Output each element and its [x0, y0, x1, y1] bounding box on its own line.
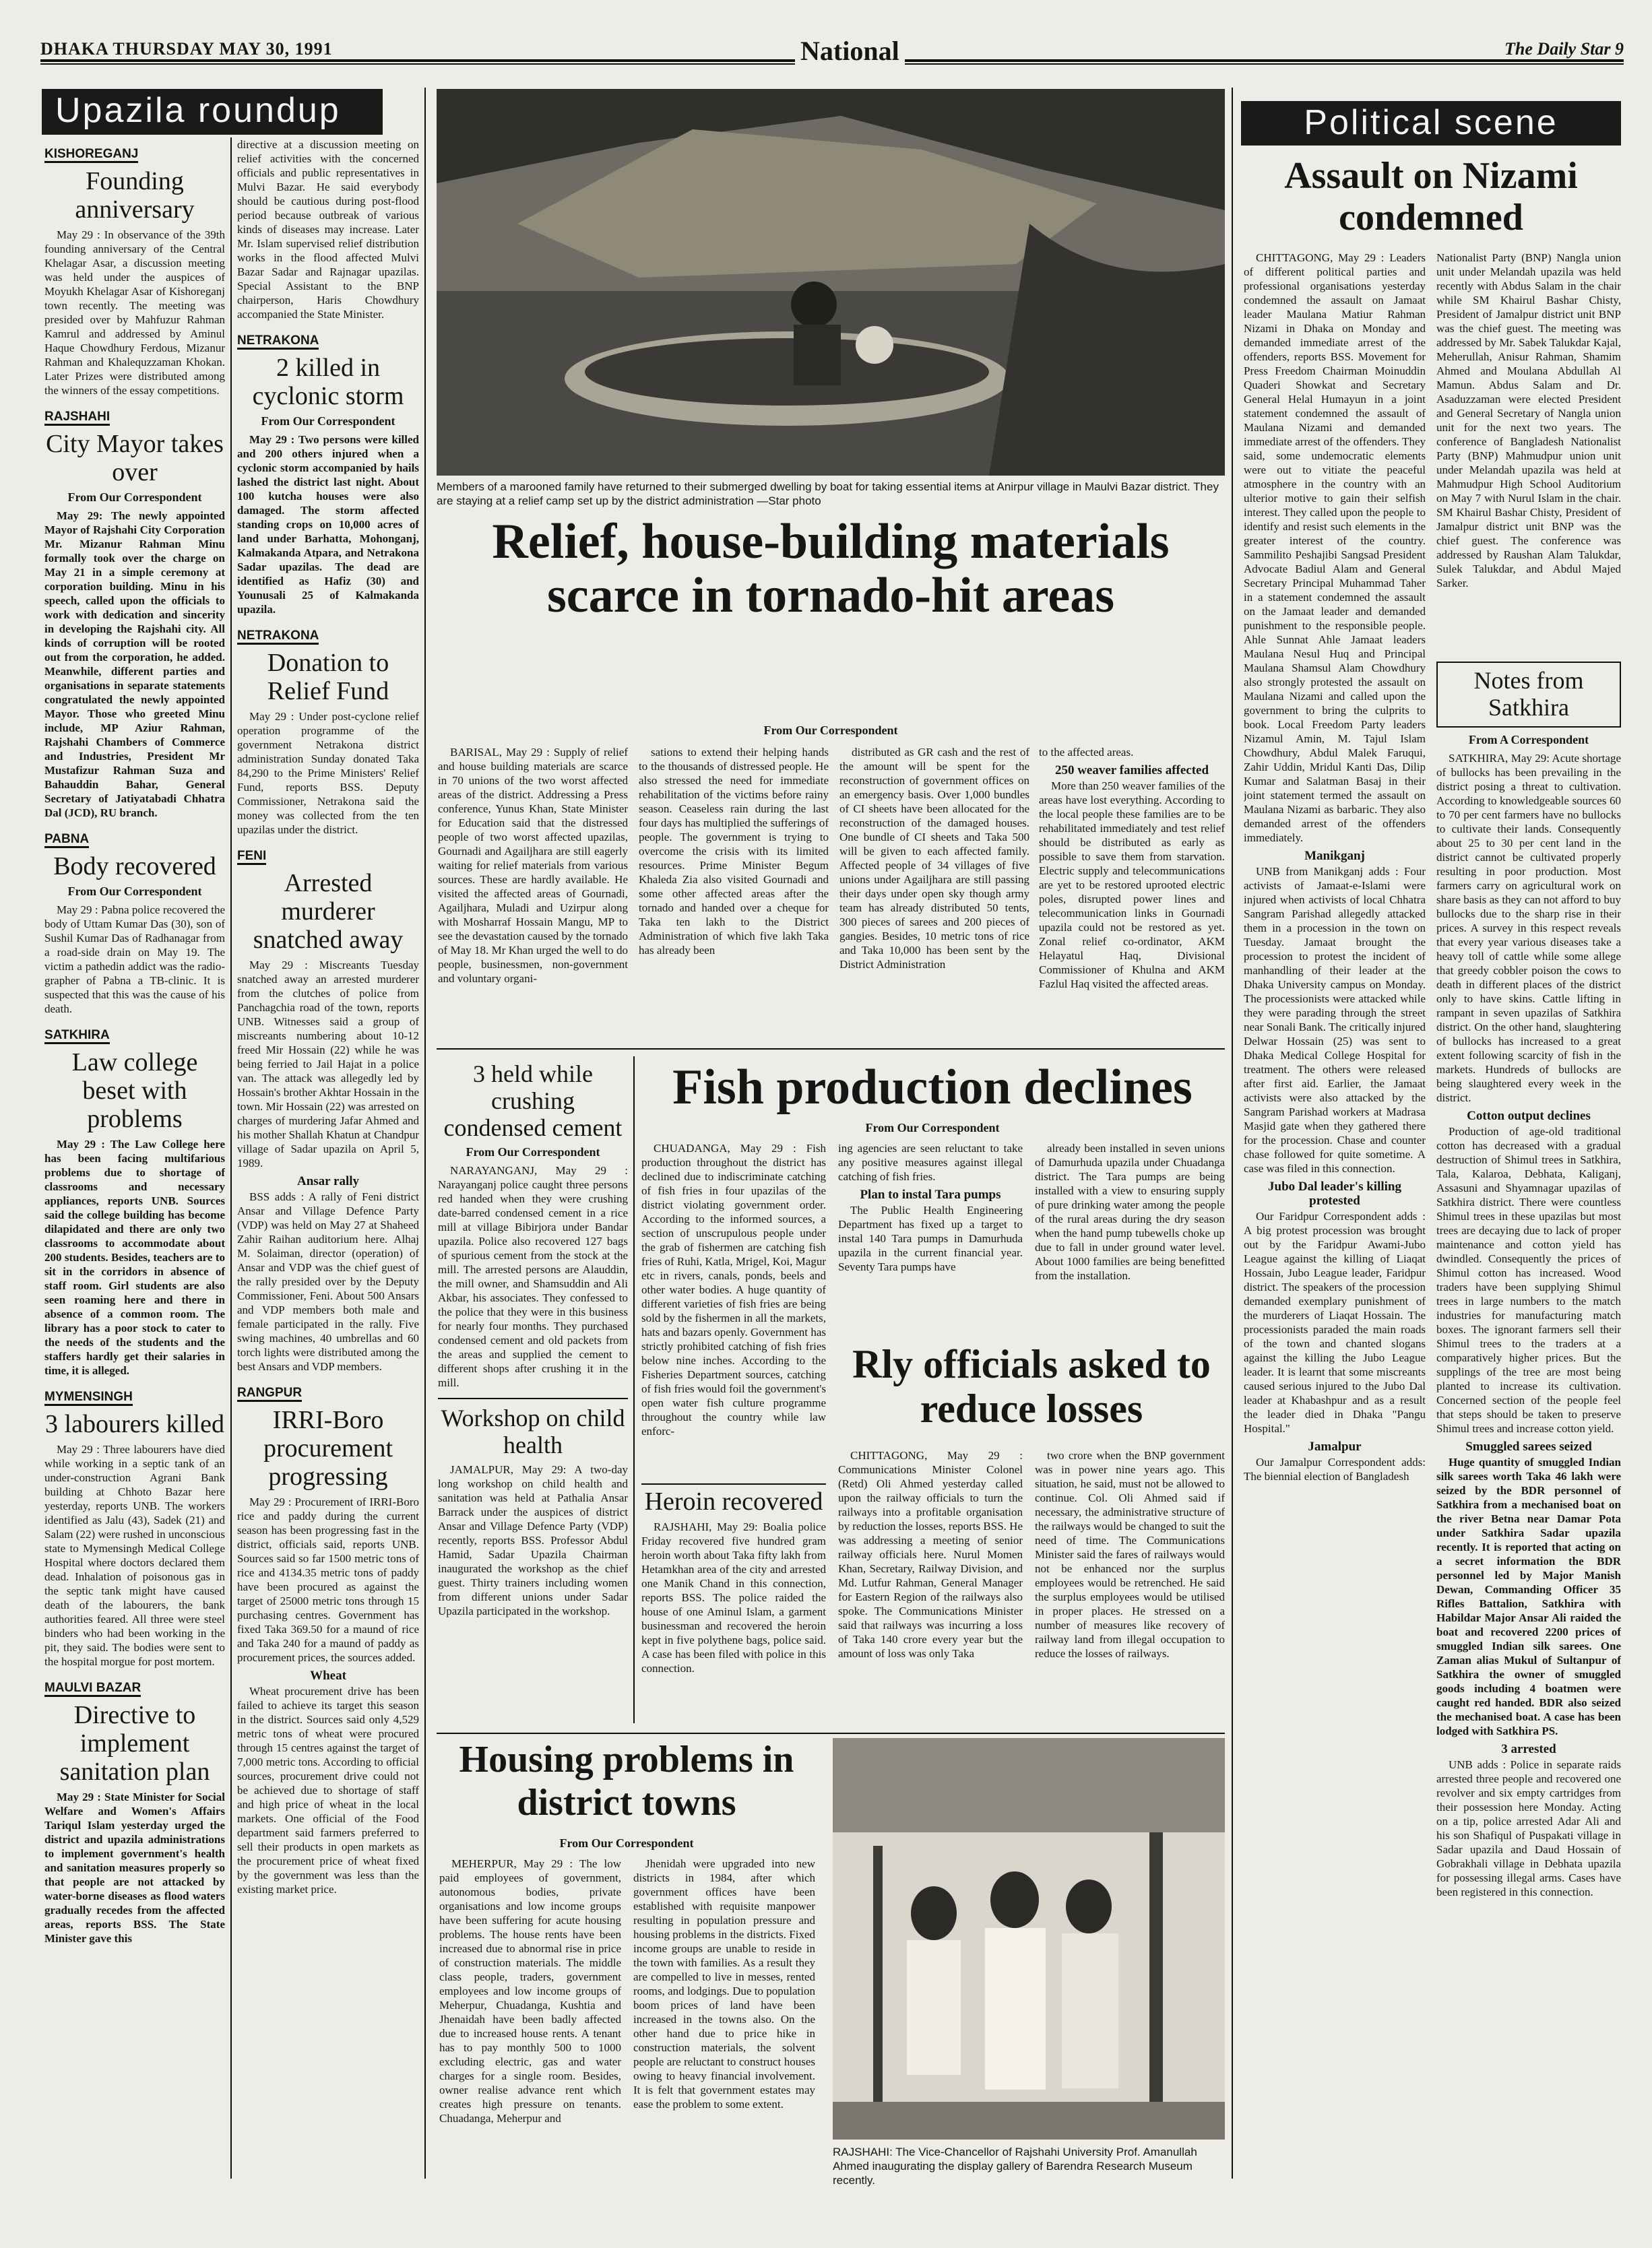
subheading: Cotton output declines [1467, 1109, 1591, 1123]
column-rule [633, 1056, 635, 1723]
article-body: RAJSHAHI, May 29: Boalia police Friday recovered five hundred gram heroin worth about Taka fifty lakh from Hetamkhan area of the city and arrested one Manik Chand in this connection, reports BSS. The police raided the house of one Aminul Islam, a garment businessman and recovered the heroin kept in five polythene bags, police said. A case has been filed with police in this connection. [641, 1520, 826, 1675]
headline: Directive to implement sanitation plan [59, 1701, 210, 1786]
masthead [40, 35, 1624, 66]
heroin-article [641, 1479, 826, 1729]
subheading: Jubo Dal leader's killing protested [1268, 1180, 1401, 1208]
article-body: sations to extend their helping hands to the thousands of distressed people. He also stressed the need for immediate rehabilitation of the victims before rainy season. Ceaseless rain during the last four days has multiplied the sufferings of people. The government is trying to overcome the crisis with its limited resources. Prime Minister Begum Khaleda Zia also visited Gournadi and some other affected areas after the tornado and handed over a cheque for Taka ten lakh to the District Administration of which five lakh Taka has already been [639, 746, 829, 957]
byline: From Our Correspondent [261, 414, 395, 428]
subheading: 250 weaver families affected [1054, 763, 1209, 777]
headline: Law college beset with problems [71, 1048, 198, 1133]
article-body: Production of age-old traditional cotton has decreased with a gradual destruction of Shimul trees in Satkhira, Tala, Kalaroa, Debhata, Kaliganj, Assasuni and Shyamnagar upazilas of Satkhira district. There were countless Shimul trees in these upazilas but most trees are decaying due to lack of proper maintenance and cotton yield has dwindled. Consequently the prices of Shimul cotton has increased. Wood traders have been supplying Shimul trees in large numbers to the match industries for manufacturing match boxes. The ignorant farmers sell their Shimul trees to the traders at a comparatively higher prices. But the supplings of the tree are most being planted to increase its cultivation. Concerned section of the people feel that steps should be taken to preserve Shimul trees and increase cotton yield. [1436, 1125, 1621, 1435]
article-body: directive at a discussion meeting on relief activities with the concerned officials and public representatives in Mulvi Bazar. He said everybody should be cautious during post-flood period because outbreak of various kinds of diseases may increase. Later Mr. Islam supervised relief distribution works in the flood affected Mulvi Bazar Sadar and Rajnagar upazilas. Special Assistant to the BNP chairperson, Haris Chowdhury accompanied the State Minister. [237, 138, 419, 321]
article-body: May 29 : Under post-cyclone relief operation programme of the government Netrakona district administration Sunday donated Taka 84,290 to the Prime Ministers' Relief Fund, reports BSS. Deputy Commissioner, Netrakona said the money was collected from the ten upazilas under the district. [237, 710, 419, 836]
headline: Relief, house-building materials scarce in tornado-hit areas [492, 514, 1170, 623]
article-body: UNB adds : Police in separate raids arrested three people and recovered one revolver and six empty cartridges from their possession here Monday. Acting on a tip, police arrested Adar Ali and his son Shafiqul of Puspakati village in Sadar upazila and Daud Hossain of Gobrakhali village in Debhata upazila for possessing illegal arms. Cases have been registered in this connection. [1436, 1758, 1621, 1898]
relief-col-4 [1039, 745, 1225, 1044]
article-body: May 29 : Procurement of IRRI-Boro rice and paddy during the current season has been progressing fast in the district, officials said, reports UNB. Sources said so far 1500 metric tons of rice and 4134.35 metric tons of paddy have been procured as against the target of 25000 metric tons through 15 purchasing centres. Government has fixed Taka 369.50 for a maund of rice and Taka 240 for a maund of paddy as procurement prices, the sources added. [237, 1496, 419, 1664]
article-body: CHITTAGONG, May 29 : Communications Minister Colonel (Retd) Oli Ahmed yesterday called upon the railway officials to turn the railways into a profitable organisation by reduction the losses, reports BSS. He was addressing a meeting of senior railway officials here. Nurul Momen Khan, Secretary, Railway Division, and Md. Lutfur Rahman, General Manager for Eastern Region of the railways also spoke. The Communications Minister said that railways was incurring a loss of Taka 140 crore every year but the amount of loss was only Taka [838, 1449, 1023, 1660]
satkhira-notes-col [1436, 733, 1621, 2179]
column-rule [424, 88, 426, 2179]
byline: From Our Correspondent [559, 1836, 694, 1850]
location-tag: RAJSHAHI [44, 410, 110, 426]
article-body: May 29 : Two persons were killed and 200 others injured when a cyclonic storm accompanied by hails lashed the district last night. About 100 kutcha houses were also damaged. The storm affected standing crops on 10,000 acres of land under Barhatta, Mohonganj, Kalmakanda Atpara, and Netrakona Sadar upazilas. The dead are identified as Hafiz (30) and Younusali 25 of Kalmakanda upazila. [237, 433, 419, 616]
article-body: MEHERPUR, May 29 : The low paid employees of government, autonomous bodies, private organisations and low income groups have been suffering for acute housing problems. The house rents have been increased due to abnormal rise in price of construction materials. The middle class people, traders, government employees and low income groups of Meherpur, Chuadanga, Kushtia and Jhenaidah have been badly affected due to increased house rents. A tenant has to pay monthly 500 to 1000 excluding electric, gas and water charges for a single room. Besides, owner realise advance rent which creates high pressure on tenants. Chuadanga, Meherpur and [439, 1857, 621, 2125]
dateline: DHAKA THURSDAY MAY 30, 1991 [40, 39, 333, 59]
headline: Donation to Relief Fund [267, 649, 389, 705]
article-body: JAMALPUR, May 29: A two-day long workshop on child health and sanitation was held at Pathalia Ansar Barrack under the auspices of district Ansar and Village Defence Party (VDP) recently, reports BSS. Professor Abdul Hamid, Sadar Upazila Chairman inaugurated the workshop as the chief guest. Thirty trainers including women from different unions under Sadar Upazila participated in the workshop. [438, 1463, 628, 1617]
column-rule [230, 137, 232, 2179]
nizami-col-1 [1244, 251, 1426, 2179]
location-tag: MAULVI BAZAR [44, 1681, 141, 1697]
article-body: Nationalist Party (BNP) Nangla union unit under Melandah upazila was held recently with Abdus Salam in the chair while SM Khairul Bashar Chisty, President of Jamalpur district unit BNP was the chief guest. The meeting was addressed by Mr. Sabek Talukdar Kajal, Meherullah, Anisur Rahman, Shamim Ahmed and Moulana Abdullah Al Mamun. Abdus Salam and Dr. Asaduzzaman were elected President and General Secretary of Nangla union unit for the next two years. The conference of Bangladesh Nationalist Party (BNP) Mahmudpur union unit under Melandah upazila was held at Mahmudpur High School Auditorium on May 7 with Nurul Islam in the chair. SM Khairul Bashar Chisty, President of Jamalpur district unit BNP was the chief guest. The conference was addressed by Raushan Alam Talukdar, Sulek Talukdar, and Abdul Majed Sarker. [1436, 251, 1621, 589]
location-tag: KISHOREGANJ [44, 147, 138, 163]
section-rule [437, 1733, 1225, 1734]
location-tag: FENI [237, 849, 266, 865]
article-body: ing agencies are seen reluctant to take any positive measures against illegal catching of fish fries. [838, 1142, 1023, 1183]
column-rule [1232, 88, 1233, 2179]
column-1 [44, 137, 225, 2179]
article-body: BSS adds : A rally of Feni district Ansar and Village Defence Party (VDP) was held on May 27 at Shaheed Zahir Raihan auditorium here. Alhaj M. Solaiman, director (operation) of Ansar and VDP was the chief guest of the rally presided over by the Deputy Commissioner, Feni. About 500 Ansars and VDP members both male and female participated in the rally. Five swing machines, 40 umbrellas and 60 torch lights were distributed among the best Ansars and VDP members. [237, 1190, 419, 1373]
article-body: Our Jamalpur Correspondent adds: The biennial election of Bangladesh [1244, 1456, 1426, 1483]
subheading: Manikganj [1304, 849, 1365, 863]
article-body: distributed as GR cash and the rest of the amount will be spent for the reconstruction of government offices on an emergency basis. Over 1,000 bundles of CI sheets have been allocated for the reconstruction of the damaged houses. One bundle of CI sheets and Taka 500 will be given to each affected family. Affected people of 34 villages of five unions under Agailjhara are still passing their days under open sky though army team has already distributed 50 tents, 300 pieces of sarees and 200 pieces of gangies. Besides, 10 metric tons of rice and Taka 10,000 has been sent by the District Administration [839, 746, 1029, 971]
political-scene-banner: Political scene [1241, 101, 1621, 146]
article-body: More than 250 weaver families of the areas have lost everything. According to the local people these families are to be rehabilitated immediately and test relief should be distributed as early as possible to save them from starvation. Electric supply and telecommunications are yet to be restored uprooted electric poles, disrupted power lines and telecommunication links in Gournadi upazila could not be restored as yet. Zonal relief co-ordinator, AKM Helayatul Haq, Divisional Commissioner of Khulna and AKM Fazlul Haq visited the affected areas. [1039, 779, 1225, 990]
article-body: May 29 : Three labourers have died while working in a septic tank of an under-construction Agrani Bank building at Chhoto Bazar here yesterday, reports UNB. The workers identified as Jalu (43), Sadek (21) and Salam (22) were rushed in unconscious state to Mymensingh Medical College Hospital where doctors declared them dead. Inhalation of poisonous gas in the septic tank might have caused death of the labourers, the bank authorities feared. All three were steel binders who had been working in the pit, they said. The bodies were sent to the hospital morgue for post mortem. [44, 1443, 225, 1668]
headline: Body recovered [53, 852, 216, 880]
location-tag: NETRAKONA [237, 333, 319, 350]
fish-col-2 [838, 1141, 1023, 1337]
headline: Fish production declines [672, 1060, 1193, 1115]
article-body: Wheat procurement drive has been failed to achieve its target this season in the district. Sources said only 4,529 metric tons of wheat were procured through 15 centres against the target of 7,000 metric tons. According to official sources, procurement drive could not be achieved due to shortage of staff and high price of wheat in the local markets. One official of the Food department said farmers preferred to sell their products in open markets as the procurement price of wheat fixed by the government was less than the existing market price. [237, 1685, 419, 1896]
byline: From Our Correspondent [67, 490, 202, 504]
fish-col-1 [641, 1141, 826, 1475]
subheading: 3 arrested [1501, 1742, 1556, 1756]
article-body: Jhenidah were upgraded into new districts in 1984, after which government offices have been established with requisite manpower resulting in population pressure and housing problems in the districts. Fixed income groups are unable to reside in the town with families. As a result they are compelled to live in messes, rented rooms, and lodgings. Due to population boom prices of land have been increased in the towns also. On the other hand due to price hike in construction materials, the solvent people are reluctant to construct houses owing to heavy financial involvement. It is felt that government estates may ease the problem to some extent. [633, 1857, 815, 2111]
article-body: Huge quantity of smuggled Indian silk sarees worth Taka 46 lakh were seized by the BDR personnel of Satkhira from a mechanised boat on the river Betna near Damar Pota under Satkhira Sadar upazila recently. It is reported that acting on a secret information the BDR personnel led by Major Manish Dewan, Commanding Officer 35 Rifles Battalion, Satkhira with Habildar Major Ansar Ali raided the boat and recovered 2200 prices of smuggled Indian silk sarees. One Zaman alias Mukul of Sultanpur of Satkhira the owner of smuggled goods including 4 boatmen were caught red handed. BDR also seized the mechanised boat. A case has been lodged with Satkhira PS. [1436, 1456, 1621, 1737]
relief-col-2 [639, 745, 829, 1044]
relief-col-3 [839, 745, 1029, 1044]
article-body: to the affected areas. [1039, 746, 1134, 759]
headline: Rly officials asked to reduce losses [852, 1342, 1211, 1431]
subheading: Wheat [310, 1669, 346, 1683]
article-body: SATKHIRA, May 29: Acute shortage of bullocks has been prevailing in the district posing a threat to cultivation. According to knowledgeable sources 60 to 70 per cent farmers have no bullocks to cultivate their lands. Consequently about 25 to 30 per cent land in the district cannot be cultivated properly resulting in poor production. Most farmers carry on agricultural work on share basis as they can not afford to buy bullocks due to the sharp rise in their prices. A survey in this respect reveals that every year various diseases take a heavy toll of cattle while some allege that greedy cobbler poison the cows to death in different places of the district only to have skins. Cattle lifting in rampant in seven upazilas of Satkhira district. On the other hand, slaughtering of bullocks has increased to a great extent following scarcity of fish in the markets. Hundreds of bullocks are being slaughtered every week in the district. [1436, 752, 1621, 1104]
article-body: May 29 : Pabna police recovered the body of Uttam Kumar Das (30), son of Sushil Kumar Das of Radhanagar from a road-side drain on May 19. The victim a pathedin addict was the radio-grapher of Pabna a TB-clinic. It is suspected that this was the cause of his death. [44, 903, 225, 1015]
headline: Arrested murderer snatched away [253, 869, 404, 954]
headline: Housing problems in district towns [459, 1739, 794, 1824]
fish-col-3 [1035, 1141, 1225, 1337]
subheading: Ansar rally [296, 1174, 359, 1188]
headline: 3 held while crushing condensed cement [443, 1060, 623, 1141]
byline: From Our Correspondent [865, 1121, 1000, 1134]
flood-photo [437, 89, 1225, 476]
article-body: May 29 : In observance of the 39th founding anniversary of the Central Khelagar Asar, a discussion meeting was held under the auspices of Moyukh Khelagar Asar of Kishoreganj town recently. The meeting was presided over by Mahfuzur Rahman Kamrul and addressed by Aminul Haque Chowdhury Ferdous, Mizanur Rahman and Khalequzzaman Khokan. Later Prizes were distributed among the winners of the essay competitions. [44, 228, 225, 397]
headline: Heroin recovered [641, 1483, 826, 1516]
article-body: Our Faridpur Correspondent adds : A big protest procession was brought out by the Faridpur Awami-Jubo League against the killing of Liaqat Hossain, Jubo League leader, Faridpur district. The speakers of the procession demanded exemplary punishment of the murderers of Liaqat Hossain. The processionists paraded the main roads of the town and chanted slogans against the killing the Jubo League leader. It is learnt that some miscreants caused serious injured to the Jubo Dal leader at Khabashpur and as a result the leader died in Dhaka "Pangu Hospital." [1244, 1210, 1426, 1435]
section-title: National [795, 35, 905, 67]
location-tag: PABNA [44, 832, 89, 848]
headline: 3 labourers killed [45, 1410, 224, 1438]
article-body: CHITTAGONG, May 29 : Leaders of different political parties and professional organisations yesterday condemned the assault on Jamaat leader Maulana Matiur Rahman Nizami in Dhaka on Monday and demanded immediate arrest of the offenders, reports BSS. Movement for Press Freedom Chairman Moinuddin Quaderi Showkat and Secretary General Helal Humayun in a joint statement condemned the assault of Maulana Nizami and demanded immediate arrest of the offenders. They said, some undemocratic elements were out to vitiate the peaceful atmosphere in the country with an ulterior motive to gain their selfish interest. They called upon the people to identify and resist such elements in the greater interest of the country. Sammilito Peshajibi Sangsad President Advocate Badiul Alam and General Secretary Principal Muhammad Taher in a statement condemned the assault on the Jamaat leader and demanded punishment to the responsible people. Ahle Sunnat Ahle Jamaat leaders Maulana Nesul Huq and Principal Maulana Shamsul Alam Chowdhury also strongly protested the assault on Maulana Nizami and called upon the government to bring the culprits to book. Local Freedom Party leaders Nizamul Amin, M. Tajul Islam Chowdhury, Abdul Malek Faruqui, Zahir Uddin, Mridul Kanti Das, Dilip Kumar and Salatman Basaj in their joint statement termed the assault on Maulana Nizami as barbaric. They also demanded arrest of the offenders immediately. [1244, 251, 1426, 844]
article-body: UNB from Manikganj adds : Four activists of Jamaat-e-Islami were injured when activists of local Chhatra Sangram Parishad allegedly attacked them in a procession in the town on Tuesday. Jamaat brought the procession to protest the incident of manhandling of their leader at the Dhaka University campus on Monday. The processionists were attacked while they were parading through the street near Sonali Bank. The critically injured Delwar Hossain (25) was sent to Dhaka Medical College Hospital for treatment. The others were released after first aid. Earlier, the Jamaat activists were also attacked by the Sangram Parishad workers at Madrasa Masjid gate when they gathered there for the procession. Chase and counter chase followed for quite sometime. A case was filed in this connection. [1244, 865, 1426, 1175]
article-body: CHUADANGA, May 29 : Fish production throughout the district has declined due to indiscriminate catching of fish fries in four upazilas of the district violating government order. According to the informed sources, a section of unscrupulous people under the grab of fishermen are catching fish fries of Ruhi, Katla, Mrigel, Koi, Magur etc in rivers, canals, ponds, beels and other water bodies. A huge quantity of different varieties of fish fries are being sold by the fishermen in all the markets, hats and bazars openly. Government has strictly prohibited catching of fish fries below nine inches. According to the Fisheries Department sources, catching of fish fries would foil the government's open water fish culture programme throughout the country while law enforc- [641, 1142, 826, 1438]
headline: Workshop on child health [438, 1398, 628, 1458]
photo-caption: Members of a marooned family have returned to their submerged dwelling by boat for taking essential items at Anirpur village in Maulvi Bazar district. They are staying at a relief camp set up by the district administration —Star photo [437, 480, 1219, 507]
subheading: Smuggled sarees seized [1465, 1440, 1592, 1454]
rly-col-1 [838, 1448, 1023, 1729]
byline: From A Correspondent [1468, 733, 1589, 746]
byline: From Our Correspondent [763, 724, 898, 737]
relief-col-1 [438, 745, 628, 1044]
headline: Founding anniversary [75, 167, 195, 224]
article-body: May 29 : The Law College here has been facing multifarious problems due to shortage of classrooms and necessary appliances, reports UNB. Sources said the college building has become dilapidated and there are only two classrooms to accommodate about 200 students. Besides, teachers are to sit in the corridors in absence of staff room. Girl students are also seen roaming here and there in absence of a common room. The library has a poor stock to cater to the needs of the students and the staffers hardly get their salaries in time, it is alleged. [44, 1138, 225, 1377]
subheading: Plan to instal Tara pumps [860, 1188, 1001, 1202]
paper-name: The Daily Star 9 [1504, 39, 1624, 59]
nizami-col-2 [1436, 251, 1621, 655]
rly-col-2 [1035, 1448, 1225, 1729]
byline: From Our Correspondent [67, 885, 202, 898]
headline: IRRI-Boro procurement progressing [263, 1406, 393, 1491]
headline: Assault on Nizami condemned [1284, 155, 1578, 238]
article-body: NARAYANGANJ, May 29 : Narayanganj police caught three persons red handed when they were crushing date-barred condensed cement in a rice mill at village Bibirjora under Bandar upazila. Police also recovered 127 bags of spurious cement from the stock at the mill. The arrested persons are Alauddin, the mill owner, and Shamsuddin and Ali Akbar, his associates. They confessed to the police that they were in this business for nearly four months. They purchased condensed cement and old packets from the areas and supplied the cement to different shops after crushing it in the mill. [438, 1164, 628, 1389]
headline: City Mayor takes over [46, 430, 224, 486]
housing-col-1 [439, 1857, 621, 2179]
article-body: May 29 : State Minister for Social Welfare and Women's Affairs Tariqul Islam yesterday urged the district and upazila administrations to implement government's health and sanitation measures properly so that people are not attacked by water-borne diseases as flood waters gradually recedes from the affected areas, reports BSS. The State Minister gave this [44, 1791, 225, 1945]
museum-photo [833, 1738, 1225, 2140]
headline: Notes from Satkhira [1436, 662, 1621, 728]
housing-col-2 [633, 1857, 815, 2179]
location-tag: MYMENSINGH [44, 1390, 133, 1406]
column-2 [237, 137, 419, 2179]
byline: From Our Correspondent [466, 1145, 600, 1159]
headline: 2 killed in cyclonic storm [252, 354, 404, 410]
article-body: already been installed in seven unions of Damurhuda upazila under Chuadanga district. The Tara pumps are being installed with a view to ensuring supply of pure drinking water among the people of the rural areas during the dry season when the hand pump tubewells choke up due to fall in under ground water level. About 1000 families are being benefitted from the installation. [1035, 1142, 1225, 1282]
location-tag: NETRAKONA [237, 629, 319, 645]
upazila-roundup-banner: Upazila roundup [42, 89, 383, 135]
article-body: May 29 : Miscreants Tuesday snatched away an arrested murderer from the clutches of police from Panchagchia road of the town, reports UNB. Witnesses said a group of miscreants numbering about 10-12 freed Mir Hossain (22) while he was being ferried to Jail Hajat in a police van. The attack was allegedly led by Hossain's brother Akhtar Hossain in the town. Mir Hossain (22) was arrested on charges of murdering Jafar Ahmed and his mother Shallah Khatun at Chandpur village of Sadar upazila on April 5, 1989. [237, 959, 419, 1169]
article-body: two crore when the BNP government was in power nine years ago. This situation, he said, must not be allowed to continue. Col. Oli Ahmed said if necessary, the administrative structure of the railways would be changed to suit the need of time. The Communications Minister said the fares of railways would not be enhanced nor the surplus employees would be retrenched. He said the surplus employees would be utilised in proper places. He stressed on a number of measures like recovery of railway land from illegal occupation to reduce the losses of railways. [1035, 1449, 1225, 1660]
article-body: BARISAL, May 29 : Supply of relief and house building materials are scarce in 70 unions of the two worst affected areas of the district. Addressing a Press conference, Yunus Khan, State Minister for Education said that the distressed people of two worst affected upazilas, Gournadi and Agailjhara are still eagerly waiting for relief materials from various sources. These are hardly available. He visited the affected areas of Gournadi, Agailjhara, Muladi and Uzirpur along with Mosharraf Hossain Mangu, MP to see the devastation caused by the tornado of May 18. Mr Khan urged the well to do people, businessmen, non-government and voluntary organi- [438, 746, 628, 985]
crushing-article [438, 1056, 628, 1730]
location-tag: RANGPUR [237, 1386, 302, 1402]
article-body: May 29: The newly appointed Mayor of Rajshahi City Corporation Mr. Mizanur Rahman Minu formally took over the charge on May 21 in a simple ceremony at corporation building. Minu in his speech, called upon the officials to work with dedication and sincerity in developing the Rajshahi city. All kinds of corruption will be rooted out from the corporation, he added. Meanwhile, different parties and organisations in separate statements congratulated the newly appointed Mayor. Those who greeted Minu include, MP Aziur Rahman, Rajshahi Chambers of Commerce and Industries, President Mr Mustafizur Rahman Suza and Bahauddin Bahar, General Secretary of Jatiyatabadi Chhatra Dal (JCD), RU branch. [44, 509, 225, 819]
photo-caption: RAJSHAHI: The Vice-Chancellor of Rajshahi University Prof. Amanullah Ahmed inaugurating the display gallery of Barendra Research Museum recently. [833, 2146, 1197, 2187]
location-tag: SATKHIRA [44, 1028, 110, 1044]
section-rule [437, 1048, 1225, 1050]
subheading: Jamalpur [1308, 1440, 1362, 1454]
article-body: The Public Health Engineering Department has fixed up a target to instal 140 Tara pumps in Damurhuda upazila in the current financial year. Seventy Tara pumps have [838, 1204, 1023, 1273]
